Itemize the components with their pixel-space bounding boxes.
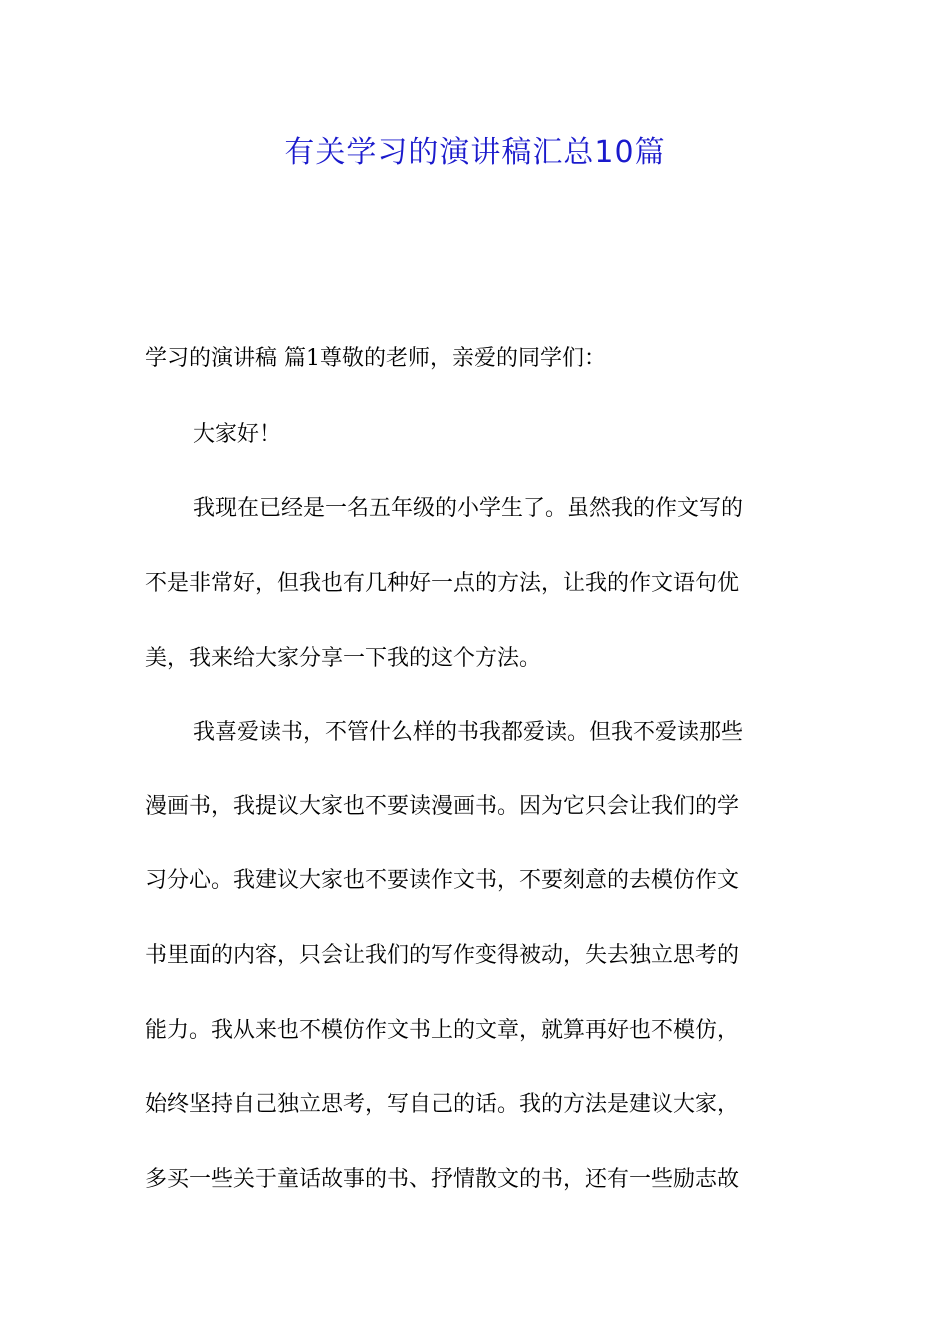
- paragraph-line: 漫画书，我提议大家也不要读漫画书。因为它只会让我们的学: [145, 794, 740, 819]
- document-title: 有关学习的演讲稿汇总10篇: [284, 135, 666, 170]
- paragraph-line: 习分心。我建议大家也不要读作文书，不要刻意的去模仿作文: [145, 868, 740, 893]
- paragraph-line: 书里面的内容，只会让我们的写作变得被动，失去独立思考的: [145, 943, 740, 968]
- paragraph-line: 我喜爱读书，不管什么样的书我都爱读。但我不爱读那些: [193, 720, 744, 745]
- paragraph-line: 多买一些关于童话故事的书、抒情散文的书，还有一些励志故: [145, 1167, 740, 1192]
- paragraph-line: 我现在已经是一名五年级的小学生了。虽然我的作文写的: [193, 496, 744, 521]
- paragraph-line: 美，我来给大家分享一下我的这个方法。: [145, 646, 542, 671]
- paragraph-line: 学习的演讲稿 篇1尊敬的老师，亲爱的同学们：: [145, 346, 606, 371]
- paragraph-line: 能力。我从来也不模仿作文书上的文章，就算再好也不模仿，: [145, 1018, 740, 1043]
- paragraph-line: 不是非常好，但我也有几种好一点的方法，让我的作文语句优: [145, 571, 740, 596]
- paragraph-line: 始终坚持自己独立思考，写自己的话。我的方法是建议大家，: [145, 1092, 740, 1117]
- paragraph-line: 大家好！: [193, 422, 282, 447]
